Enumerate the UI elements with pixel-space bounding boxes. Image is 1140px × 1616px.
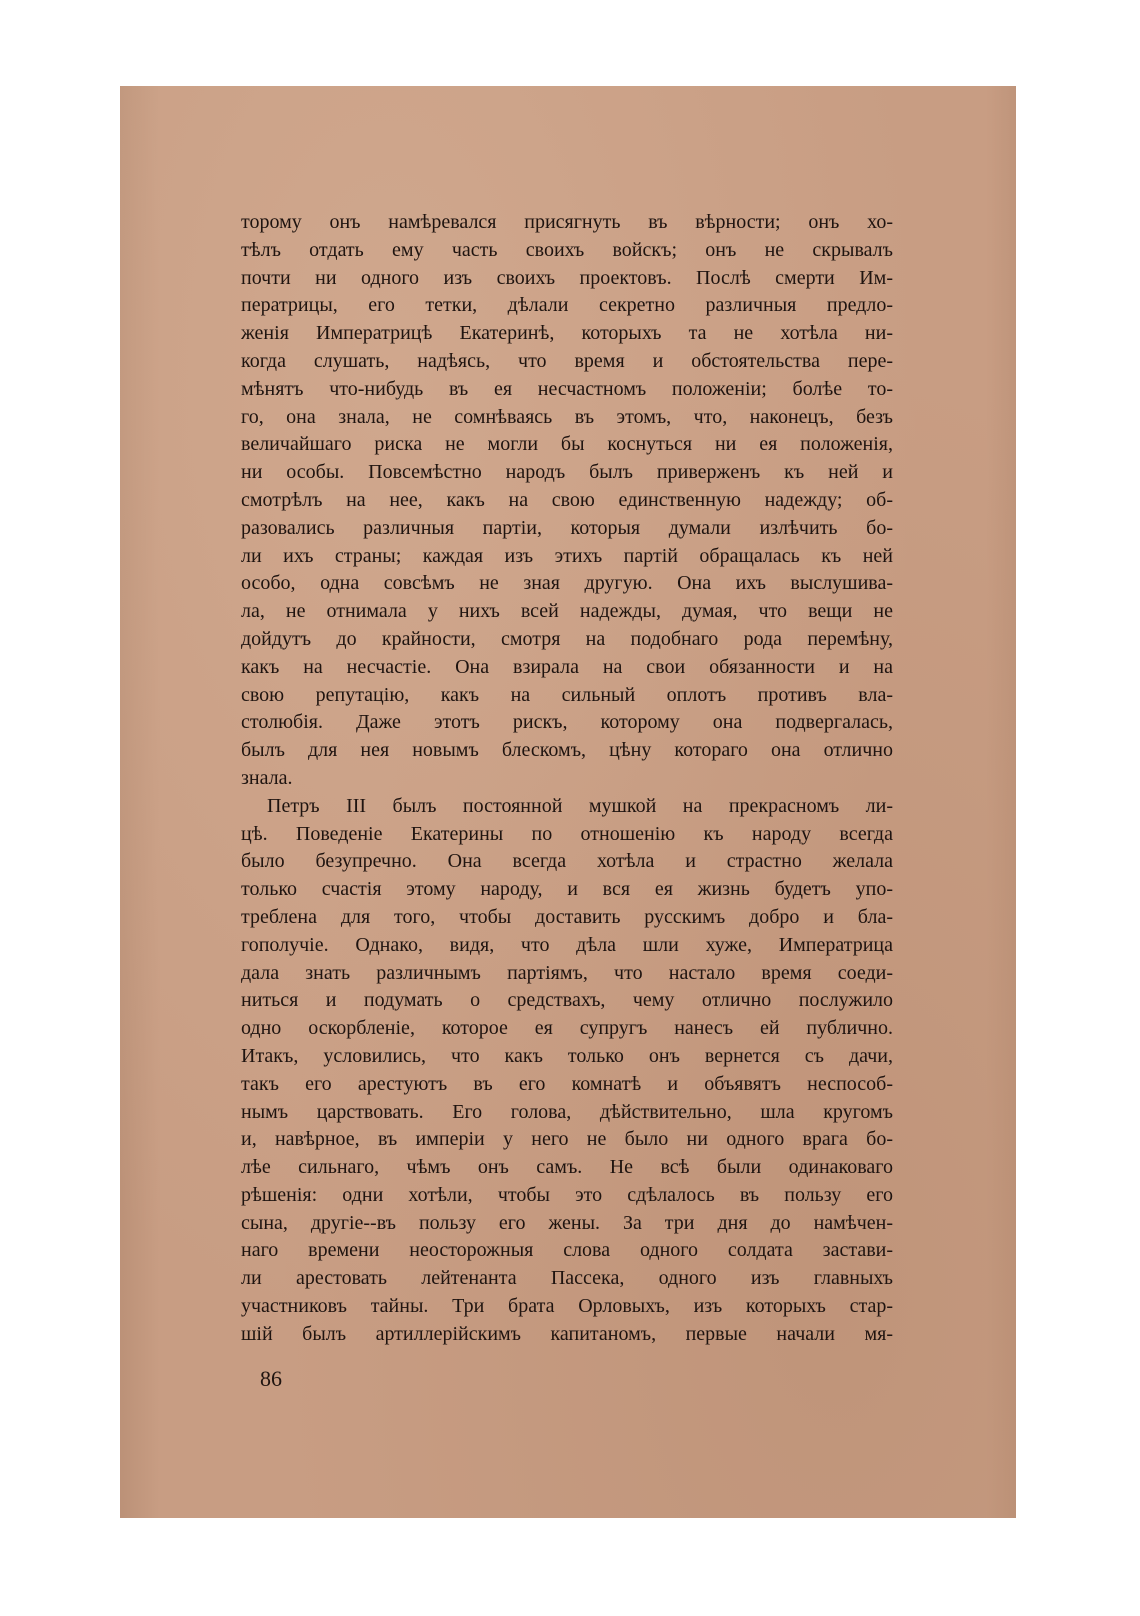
text-line: особо, одна совсѣмъ не зная другую. Она ихъ выслушива- [241,572,893,595]
text-line: треблена для того, чтобы доставить русскимъ добро и бла- [241,905,893,928]
text-line: такъ его арестуютъ въ его комнатѣ и объявятъ неспособ- [241,1072,893,1095]
text-line: участниковъ тайны. Три брата Орловыхъ, изъ которыхъ стар- [241,1295,893,1318]
text-line: ператрицы, его тетки, дѣлали секретно различныя предло- [241,294,893,317]
paragraph-2 [241,793,893,1349]
text-line: дойдутъ до крайности, смотря на подобнаго рода перемѣну, [241,627,893,650]
text-line: ни особы. Повсемѣстно народъ былъ привержeнъ къ ней и [241,461,893,484]
text-line: тѣлъ отдать ему часть своихъ войскъ; онъ не скрывалъ [241,238,893,261]
text-line: одно оскорбленіе, которое ея супругъ нанесъ ей публично. [241,1017,893,1040]
text-line: былъ для нея новымъ блескомъ, цѣну котораго она отлично [241,739,893,762]
text-line: рѣшенія: одни хотѣли, чтобы это сдѣлалось въ пользу его [241,1183,893,1206]
text-line: дала знать различнымъ партіямъ, что настало время соеди- [241,961,893,984]
paragraph-1 [241,209,893,793]
scanned-page [120,86,1016,1518]
text-line: Петръ III былъ постоянной мушкой на прекрасномъ ли- [267,794,893,817]
text-line: наго времени неосторожныя слова одного солдата застави- [241,1239,893,1262]
text-line: какъ на несчастіе. Она взирала на свои обязанности и на [241,655,893,678]
page-number: 86 [260,1366,282,1391]
text-line: женія Императрицѣ Екатеринѣ, которыхъ та не хотѣла ни- [241,322,893,345]
text-line: шій былъ артиллерійскимъ капитаномъ, первые начали мя- [241,1322,893,1345]
text-line: только счастія этому народу, и вся ея жизнь будетъ упо- [241,878,893,901]
text-line: и, навѣрное, въ имперіи у него не было ни одного врага бо- [241,1128,893,1151]
text-line: лѣе сильнаго, чѣмъ онъ самъ. Не всѣ были одинаковаго [241,1156,893,1179]
text-line: было безупречно. Она всегда хотѣла и страстно желала [241,850,893,873]
text-line: когда слушать, надѣясь, что время и обстоятельства пере- [241,349,893,372]
body-text [241,209,893,1349]
text-line: сына, другіе--въ пользу его жены. За три дня до намѣчен- [241,1211,893,1234]
text-line: ла, не отнимала у нихъ всей надежды, думая, что вещи не [241,600,893,623]
text-line: свою репутацію, какъ на сильный оплотъ противъ вла- [241,683,893,706]
text-line: смотрѣлъ на нее, какъ на свою единственную надежду; об- [241,488,893,511]
text-line: разовались различныя партіи, которыя думали излѣчить бо- [241,516,893,539]
text-line: гополучіе. Однако, видя, что дѣла шли хуже, Императрица [241,933,893,956]
text-line: величайшаго риска не могли бы коснуться ни ея положенія, [241,433,893,456]
text-line: го, она знала, не сомнѣваясь въ этомъ, что, наконецъ, безъ [241,405,893,428]
text-line: знала. [241,766,293,789]
text-line: цѣ. Поведеніе Екатерины по отношенію къ народу всегда [241,822,893,845]
text-line: ли арестовать лейтенанта Пассека, одного изъ главныхъ [241,1267,893,1290]
text-line: Итакъ, условились, что какъ только онъ вернется съ дачи, [241,1044,893,1067]
text-line: ли ихъ страны; каждая изъ этихъ партій обращалась къ ней [241,544,893,567]
text-line: торому онъ намѣревался присягнуть въ вѣрности; онъ хо- [241,211,893,233]
text-line: почти ни одного изъ своихъ проектовъ. Послѣ смерти Им- [241,266,893,289]
text-line: ниться и подумать о средствахъ, чему отлично послужило [241,989,893,1012]
text-line: нымъ царствовать. Его голова, дѣйствительно, шла кругомъ [241,1100,893,1123]
text-line: столюбія. Даже этотъ рискъ, которому она подвергалась, [241,711,893,734]
text-line: мѣнятъ что-нибудь въ ея несчастномъ положеніи; болѣе то- [241,377,893,400]
